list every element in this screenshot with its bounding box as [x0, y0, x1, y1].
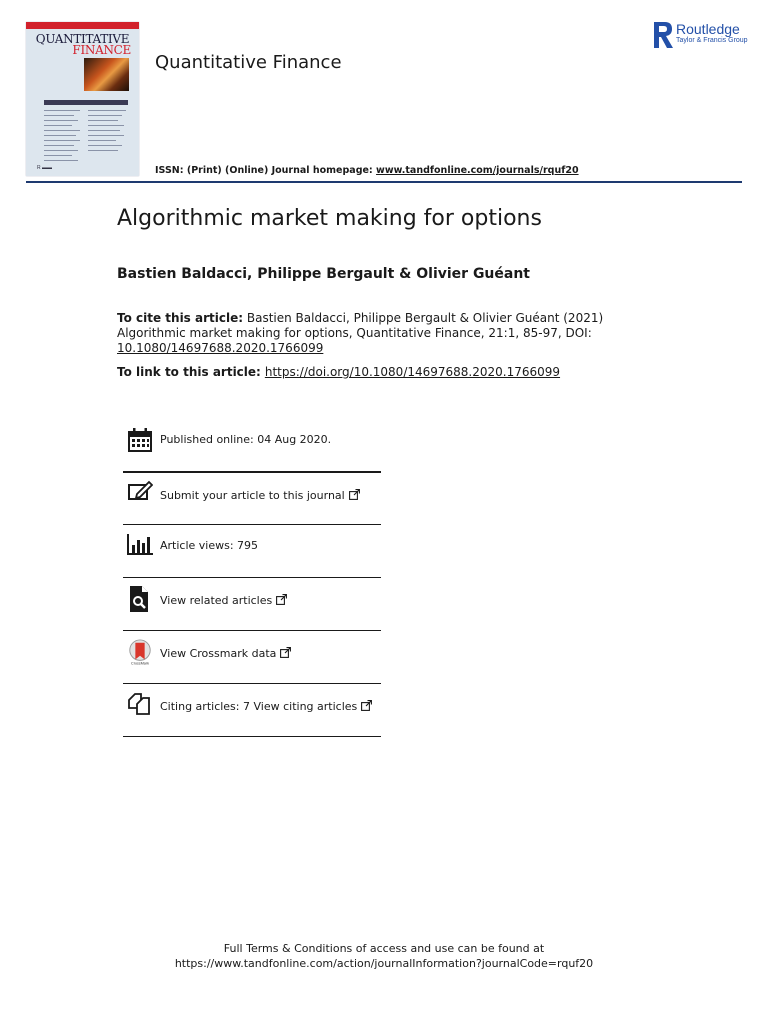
cover-text-line	[44, 140, 80, 141]
submit-article-text[interactable]: Submit your article to this journal	[160, 489, 345, 502]
header-divider	[26, 181, 742, 183]
row-divider	[123, 471, 381, 473]
external-link-icon	[276, 594, 287, 605]
issn-line	[155, 165, 579, 176]
cover-text-line	[44, 120, 78, 121]
citation-label: To cite this article:	[117, 311, 244, 325]
footer-terms-link[interactable]: https://www.tandfonline.com/action/journalInformation?journalCode=rquf20	[174, 957, 594, 970]
row-divider	[123, 736, 381, 737]
cover-text-line	[88, 150, 118, 151]
cover-text-line	[44, 160, 78, 161]
citing-articles-text[interactable]: Citing articles: 7 View citing articles	[160, 700, 358, 713]
cover-text-line	[44, 150, 78, 151]
edit-icon	[127, 480, 153, 506]
crossmark-label[interactable]	[160, 647, 291, 660]
cover-text-line	[88, 135, 124, 136]
citing-articles-label[interactable]	[160, 700, 372, 713]
cover-artwork	[84, 58, 129, 91]
cover-text-line	[44, 130, 80, 131]
crossmark-caption: CrossMark	[131, 661, 149, 665]
submit-article-label[interactable]	[160, 489, 360, 502]
cover-top-bar	[26, 22, 139, 29]
publisher-branding	[676, 22, 748, 45]
cover-title-line1: QUANTITATIVE	[35, 32, 130, 46]
journal-title: Quantitative Finance	[155, 52, 342, 73]
article-doi-url[interactable]: https://doi.org/10.1080/14697688.2020.1766099	[264, 365, 561, 379]
cover-text-line	[44, 155, 72, 156]
cover-text-line	[44, 110, 80, 111]
cover-text-line	[88, 120, 118, 121]
related-articles-label[interactable]	[160, 594, 287, 607]
journal-cover-image	[26, 22, 139, 176]
cover-title-line2: FINANCE	[72, 43, 131, 57]
bar-chart-icon	[127, 533, 153, 559]
journal-homepage-link[interactable]: www.tandfonline.com/journals/rquf20	[376, 165, 579, 176]
article-views-label: Article views: 795	[160, 539, 259, 552]
cover-text-line	[88, 110, 126, 111]
search-document-icon	[127, 586, 153, 612]
cover-publisher-mark: R ▬▬	[37, 165, 52, 171]
published-online-label: Published online: 04 Aug 2020.	[160, 433, 332, 446]
cover-contents-bar	[44, 100, 128, 105]
cover-text-line	[44, 125, 72, 126]
cover-text-line	[88, 125, 124, 126]
row-divider	[123, 577, 381, 578]
terms-footer	[0, 941, 768, 971]
cover-text-line	[88, 145, 122, 146]
publisher-name: Routledge	[676, 21, 740, 37]
issn-text: ISSN: (Print) (Online) Journal homepage:	[155, 165, 377, 176]
cover-text-line	[44, 115, 74, 116]
citation-doi-link[interactable]: 10.1080/14697688.2020.1766099	[117, 341, 324, 355]
cover-text-line	[44, 145, 74, 146]
related-articles-text[interactable]: View related articles	[160, 594, 273, 607]
citing-icon	[127, 692, 153, 718]
external-link-icon	[349, 489, 360, 500]
footer-line1: Full Terms & Conditions of access and use can be found at	[223, 942, 545, 955]
crossmark-text[interactable]: View Crossmark data	[160, 647, 277, 660]
external-link-icon	[361, 700, 372, 711]
citation-text: Bastien Baldacci, Philippe Bergault & Olivier Guéant (2021) Algorithmic market making for options, Quantitative Finance, 21:1, 85-97, DOI:	[117, 311, 604, 340]
external-link-icon	[280, 647, 291, 658]
cover-text-line	[88, 140, 116, 141]
article-title: Algorithmic market making for options	[117, 206, 542, 231]
article-link-label: To link to this article:	[117, 365, 261, 379]
publisher-subtitle: Taylor & Francis Group	[676, 37, 748, 44]
row-divider	[123, 630, 381, 631]
citation-block	[117, 311, 637, 356]
cover-text-line	[88, 130, 120, 131]
crossmark-icon	[127, 639, 153, 665]
row-divider	[123, 683, 381, 684]
cover-text-line	[44, 135, 76, 136]
cover-text-line	[88, 115, 122, 116]
article-link-block	[117, 365, 560, 379]
row-divider	[123, 524, 381, 525]
article-authors: Bastien Baldacci, Philippe Bergault & Olivier Guéant	[117, 266, 530, 282]
calendar-icon	[127, 427, 153, 453]
